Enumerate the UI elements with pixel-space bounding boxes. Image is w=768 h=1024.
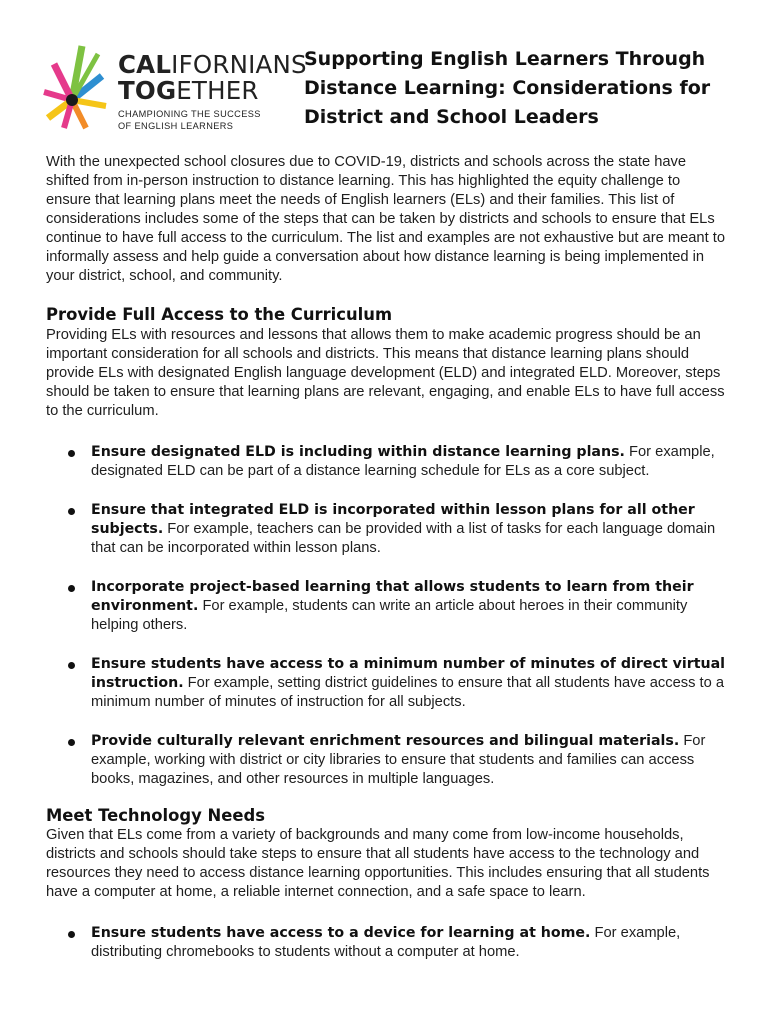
list-item <box>46 443 726 481</box>
bullet-detail: For example, teachers can be provided with a list of tasks for each language domain that can be incorporated within lesson plans. <box>91 521 716 556</box>
bullet-detail: For example, students can write an article about heroes in their community helping others. <box>91 598 688 633</box>
curriculum-bullet-list <box>46 443 726 789</box>
logo-line-2: TOGETHER <box>118 76 259 105</box>
bullet-icon <box>68 931 75 938</box>
bullet-lead: Ensure designated ELD is including within distance learning plans. <box>91 444 625 460</box>
californians-together-logo <box>42 42 307 142</box>
bullet-detail: For example, setting district guidelines to ensure that all students have access to a minimum number of minutes of instruction for all subjects. <box>91 675 725 710</box>
bullet-icon <box>68 585 75 592</box>
technology-bullet-list <box>46 924 726 962</box>
bullet-detail: For example, designated ELD can be part of a distance learning schedule for ELs as a core subject. <box>91 444 715 479</box>
section-heading-curriculum: Provide Full Access to the Curriculum <box>46 305 393 324</box>
list-item <box>46 732 726 789</box>
list-item <box>46 655 726 712</box>
bullet-icon <box>68 508 75 515</box>
bullet-lead: Incorporate project-based learning that allows students to learn from their environment. <box>91 579 694 614</box>
bullet-icon <box>68 662 75 669</box>
bullet-icon <box>68 739 75 746</box>
bullet-detail: For example, working with district or city libraries to ensure that students and families can access books, magazines, and other resources in multiple languages. <box>91 733 706 787</box>
logo-burst-icon <box>42 42 114 130</box>
list-item <box>46 578 726 635</box>
bullet-lead: Provide culturally relevant enrichment resources and bilingual materials. <box>91 733 680 749</box>
logo-tagline: CHAMPIONING THE SUCCESS OF ENGLISH LEARNERS <box>118 109 261 131</box>
intro-paragraph: With the unexpected school closures due to COVID-19, districts and schools across the state have shifted from in-person instruction to distance learning. This has highlighted the equity challenge to ensure that learning plans meet the needs of English learners (ELs) and their families. This list of considerations includes some of the steps that can be taken by districts and schools to ensure that ELs continue to have full access to the curriculum. The list and examples are not exhaustive but are meant to informally assess and help guide a conversation about how distance learning is being implemented in your district, school, and community. <box>46 154 725 284</box>
section-technology-body: Given that ELs come from a variety of backgrounds and many come from low-income households, districts and schools should take steps to ensure that all students have access to the technology and resources they need to access distance learning opportunities. This includes ensuring that all students have a computer at home, a reliable internet connection, and a safe space to learn. <box>46 827 710 900</box>
section-heading-technology: Meet Technology Needs <box>46 806 265 825</box>
bullet-icon <box>68 450 75 457</box>
bullet-lead: Ensure students have access to a minimum number of minutes of direct virtual instruction. <box>91 656 726 691</box>
bullet-lead: Ensure that integrated ELD is incorporated within lesson plans for all other subjects. <box>91 502 695 537</box>
logo-line-1: CALIFORNIANS <box>118 50 307 79</box>
list-item <box>46 501 726 558</box>
bullet-lead: Ensure students have access to a device for learning at home. <box>91 925 591 941</box>
bullet-detail: For example, distributing chromebooks to students without a computer at home. <box>91 925 681 960</box>
section-curriculum-body: Providing ELs with resources and lessons that allows them to make academic progress should be an important consideration for all schools and districts. This means that distance learning plans should provide ELs with designated English language development (ELD) and integrated ELD. Moreover, steps should be taken to ensure that learning plans are relevant, engaging, and enable ELs to have full access to the curriculum. <box>46 327 725 419</box>
document-title: Supporting English Learners Through Distance Learning: Considerations for District and School Leaders <box>304 48 711 128</box>
document-body <box>46 153 726 962</box>
logo-wordmark <box>118 50 307 132</box>
list-item <box>46 924 726 962</box>
